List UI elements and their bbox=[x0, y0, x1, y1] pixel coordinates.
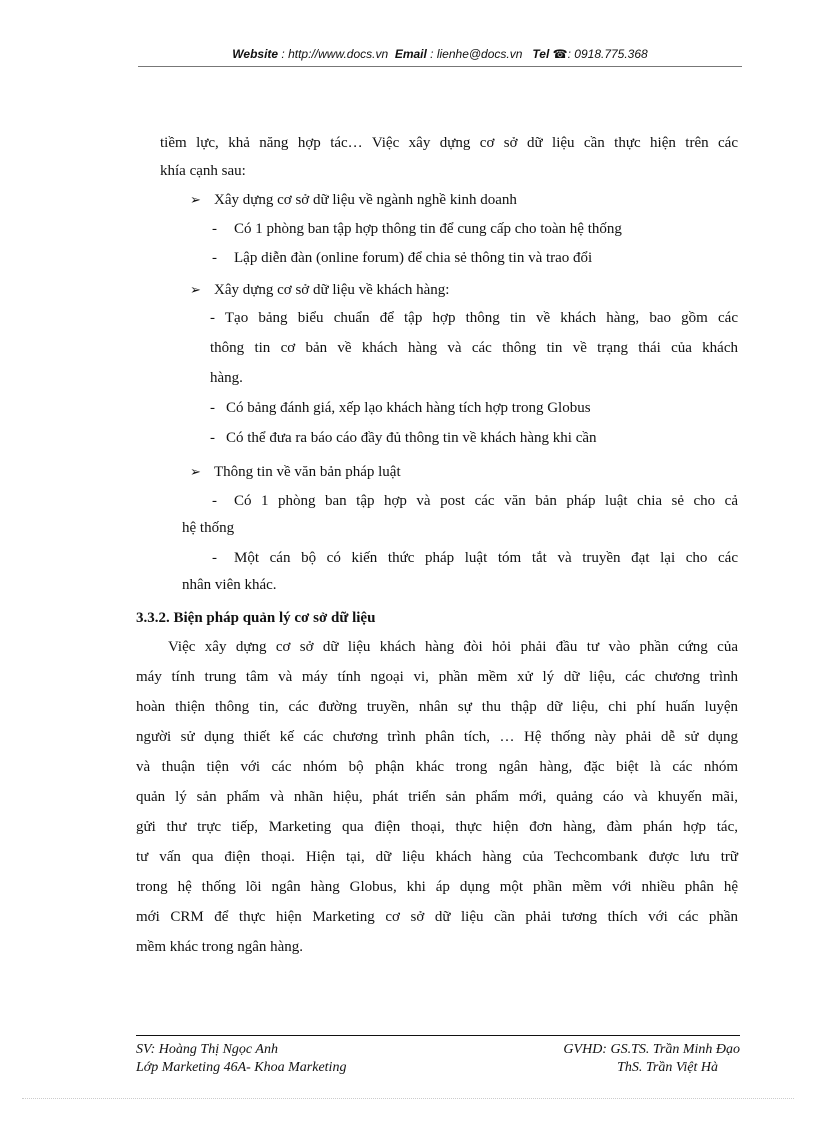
list-item: - Có 1 phòng ban tập hợp thông tin để cung cấp cho toàn hệ thống bbox=[212, 221, 622, 237]
list-item-continuation: hệ thống bbox=[182, 520, 235, 536]
arrow-bullet-icon: ➢ bbox=[190, 193, 201, 208]
body-line: quản lý sản phẩm và nhãn hiệu, phát triển sản phẩm mới, quảng cáo và khuyến mãi, bbox=[136, 789, 738, 805]
list-item: - Có bảng đánh giá, xếp lạo khách hàng tích hợp trong Globus bbox=[210, 400, 591, 416]
tel-label: Tel bbox=[532, 47, 550, 61]
body-line: Việc xây dựng cơ sở dữ liệu khách hàng đòi hỏi phải đầu tư vào phần cứng của bbox=[168, 639, 738, 655]
list-item: - Một cán bộ có kiến thức pháp luật tóm tắt và truyền đạt lại cho các bbox=[212, 550, 738, 566]
page-edge bbox=[22, 1098, 794, 1099]
header-divider bbox=[138, 66, 742, 67]
body-line: mới CRM để thực hiện Marketing cơ sở dữ liệu cần phải tương thích với các phần bbox=[136, 909, 738, 925]
footer-divider bbox=[136, 1035, 740, 1036]
phone-icon: ☎ bbox=[552, 47, 568, 61]
body-line: tư vấn qua điện thoại. Hiện tại, dữ liệu khách hàng của Techcombank được lưu trữ bbox=[136, 849, 738, 865]
section-heading: 3.3.2. Biện pháp quản lý cơ sở dữ liệu bbox=[136, 610, 376, 626]
arrow-bullet-icon: ➢ bbox=[190, 465, 201, 480]
advisor-name: GVHD: GS.TS. Trần Minh Đạo bbox=[563, 1042, 740, 1057]
body-line: và thuận tiện với các nhóm bộ phận khác trong ngân hàng, đặc biệt là các nhóm bbox=[136, 759, 738, 775]
paragraph-line: thông tin cơ bản về khách hàng và các thông tin về trạng thái của khách bbox=[210, 340, 738, 356]
body-line: người sử dụng thiết kế các chương trình phân tích, … Hệ thống này phải dễ sử dụng bbox=[136, 729, 738, 745]
tel-value: : 0918.775.368 bbox=[567, 47, 648, 61]
body-line: trong hệ thống lõi ngân hàng Globus, khi áp dụng một phần mềm với nhiều phân hệ bbox=[136, 879, 738, 895]
section-title: ➢ Xây dựng cơ sở dữ liệu về khách hàng: bbox=[190, 275, 449, 306]
paragraph-line: - Tạo bảng biểu chuẩn để tập hợp thông tin về khách hàng, bao gồm các bbox=[210, 310, 738, 326]
list-item-continuation: nhân viên khác. bbox=[182, 577, 277, 593]
body-line: máy tính trung tâm và máy tính ngoại vi, phần mềm xử lý dữ liệu, các chương trình bbox=[136, 669, 738, 685]
page-header bbox=[140, 47, 740, 61]
arrow-bullet-icon: ➢ bbox=[190, 283, 201, 298]
student-class: Lớp Marketing 46A- Khoa Marketing bbox=[136, 1060, 347, 1075]
student-name: SV: Hoàng Thị Ngọc Anh bbox=[136, 1042, 278, 1057]
email-label: Email bbox=[394, 47, 427, 61]
section-title: ➢ Thông tin về văn bản pháp luật bbox=[190, 457, 401, 488]
body-line: gửi thư trực tiếp, Marketing qua điện thoại, thực hiện đơn hàng, đàm phán hợp tác, bbox=[136, 819, 738, 835]
advisor-name-2: ThS. Trần Việt Hà bbox=[617, 1060, 718, 1075]
website-label: Website bbox=[232, 47, 279, 61]
body-line: hoàn thiện thông tin, các đường truyền, nhân sự thu thập dữ liệu, chi phí huấn luyện bbox=[136, 699, 738, 715]
website-value: : http://www.docs.vn bbox=[281, 47, 389, 61]
section-title: ➢ Xây dựng cơ sở dữ liệu về ngành nghề kinh doanh bbox=[190, 185, 517, 216]
intro-line: tiềm lực, khả năng hợp tác… Việc xây dựng cơ sở dữ liệu cần thực hiện trên các bbox=[160, 135, 738, 151]
email-value: : lienhe@docs.vn bbox=[430, 47, 523, 61]
list-item: - Lập diễn đàn (online forum) để chia sẻ thông tin và trao đổi bbox=[212, 250, 593, 266]
list-item: - Có 1 phòng ban tập hợp và post các văn bản pháp luật chia sẻ cho cả bbox=[212, 493, 738, 509]
list-item: - Có thể đưa ra báo cáo đầy đủ thông tin về khách hàng khi cần bbox=[210, 430, 597, 446]
intro-line: khía cạnh sau: bbox=[160, 163, 246, 179]
body-line: mềm khác trong ngân hàng. bbox=[136, 939, 304, 955]
paragraph-line: hàng. bbox=[210, 370, 243, 386]
